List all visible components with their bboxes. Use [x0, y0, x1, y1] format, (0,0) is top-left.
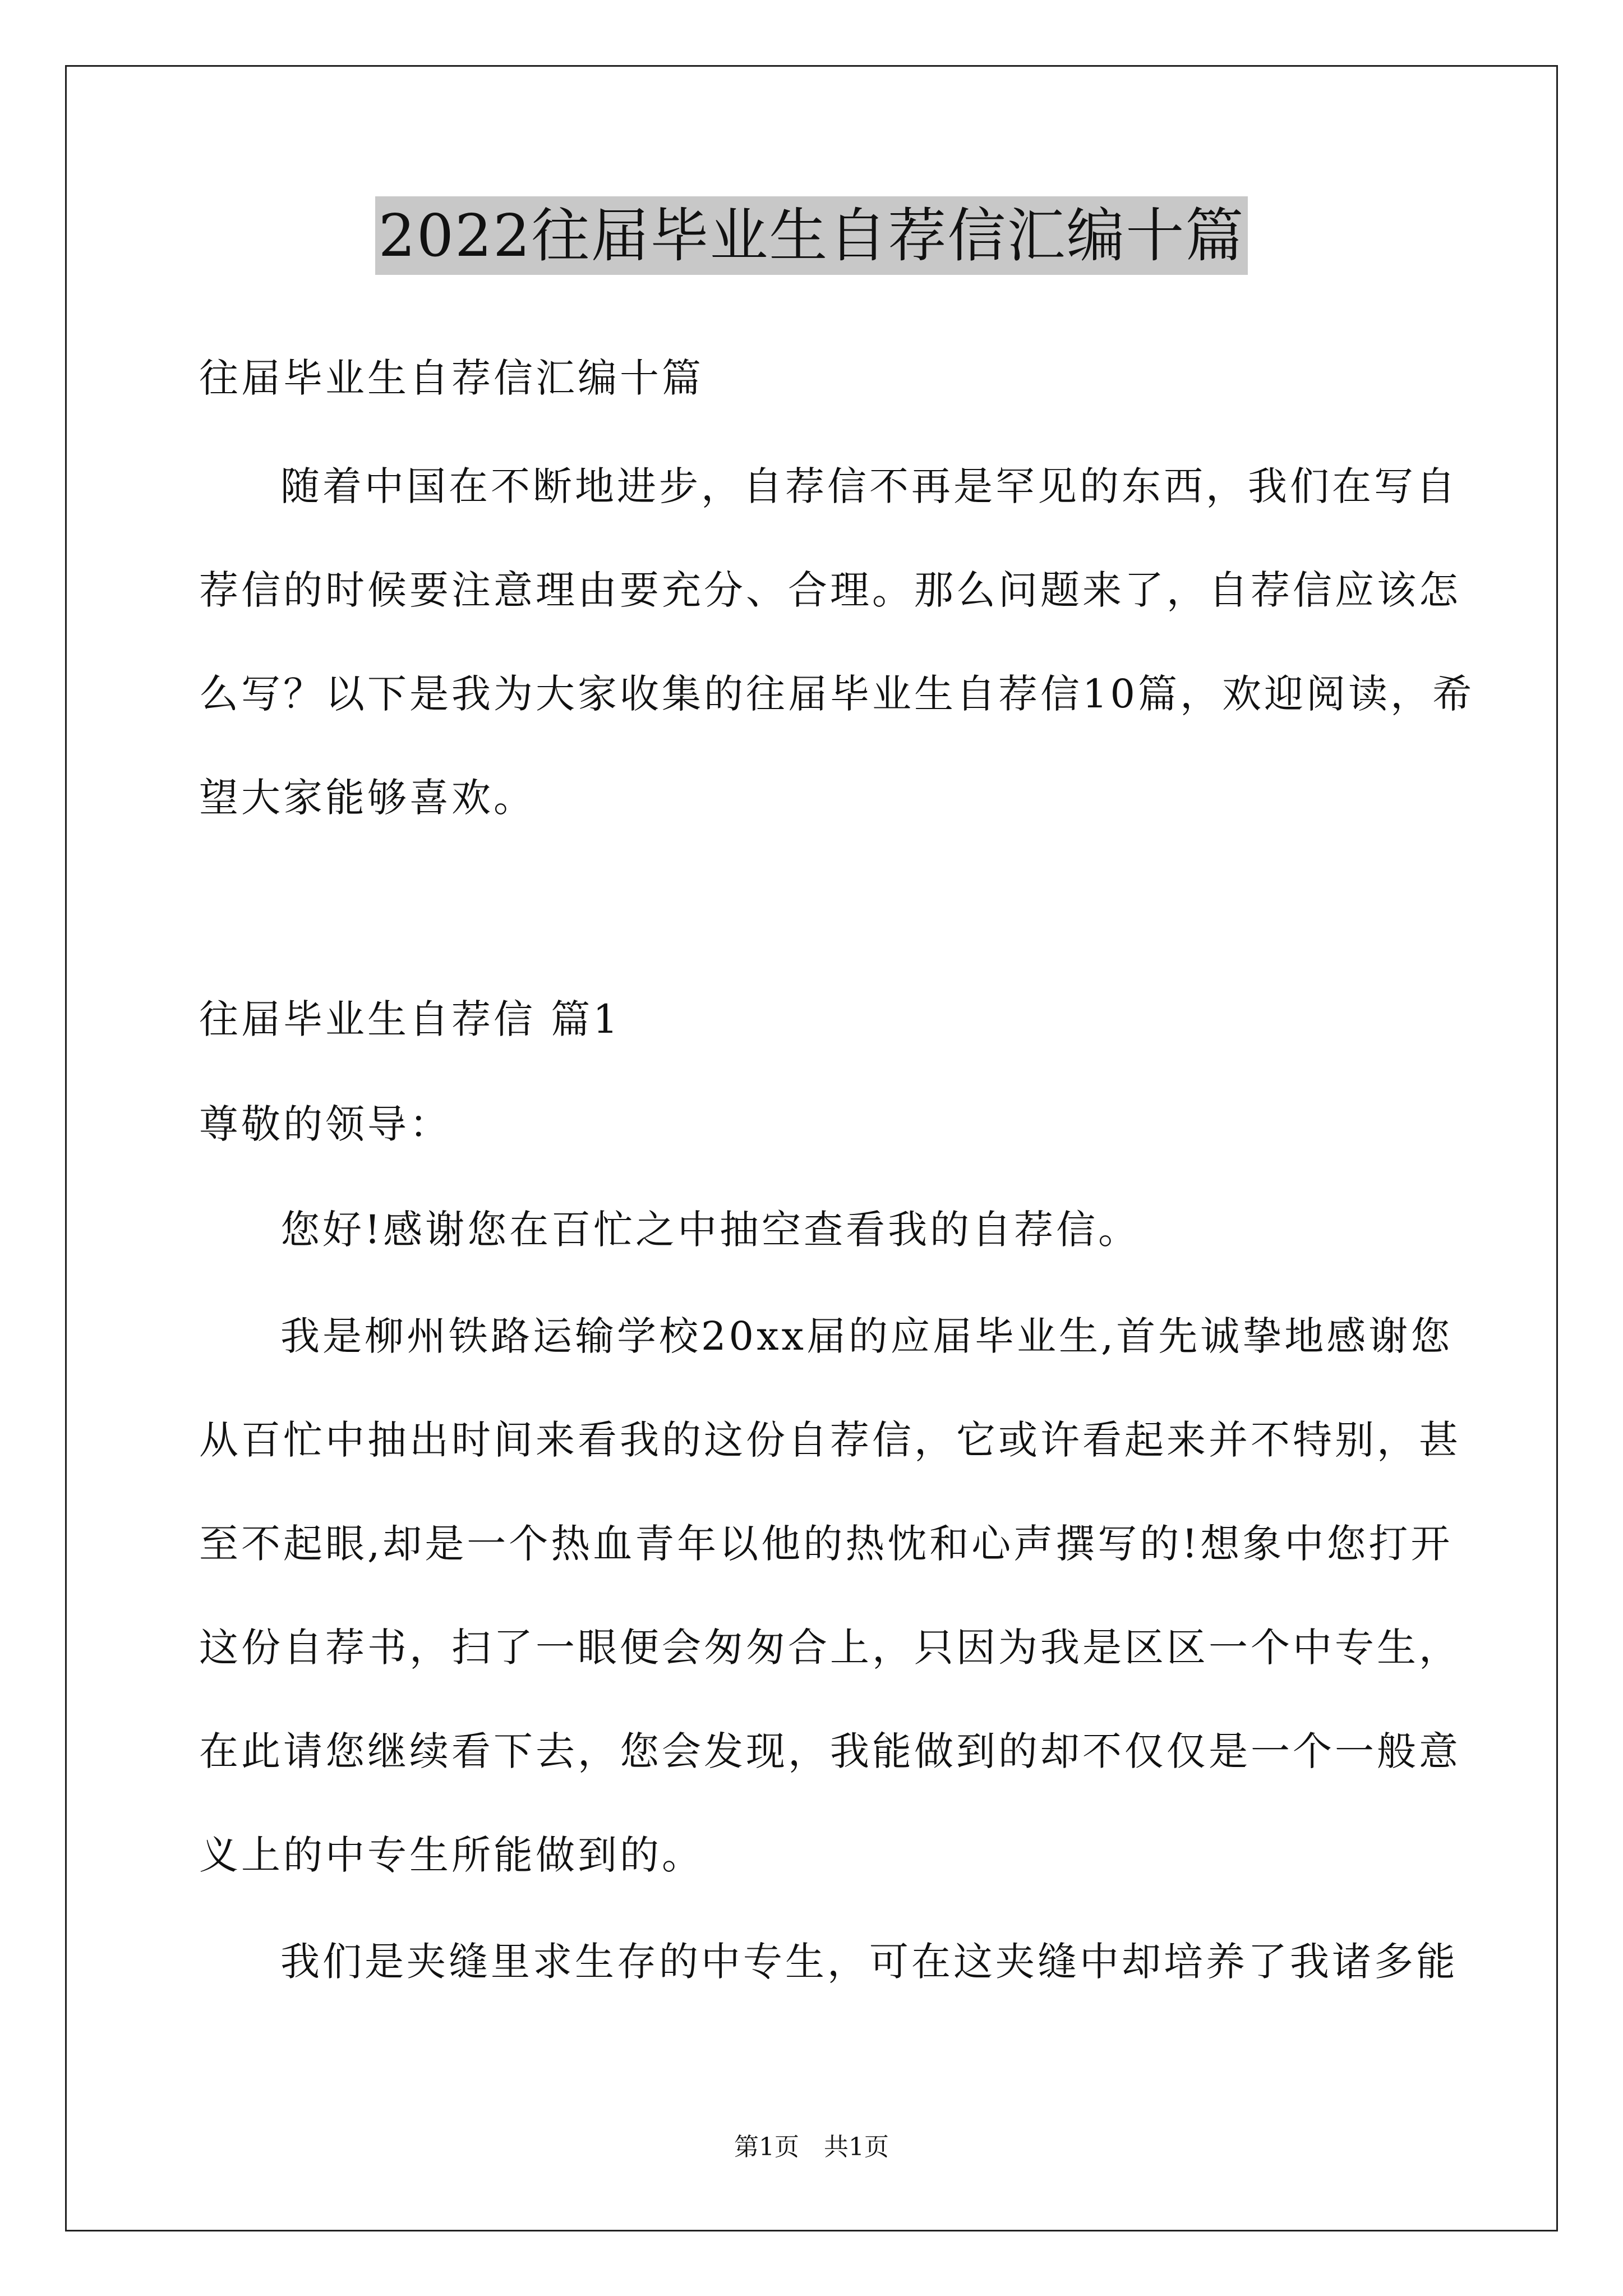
intro-line-2: 荐信的时候要注意理由要充分、合理。那么问题来了，自荐信应该怎 — [199, 567, 1461, 613]
intro-line-3: 么写？以下是我为大家收集的往届毕业生自荐信10篇，欢迎阅读，希 — [199, 671, 1475, 717]
salutation: 尊敬的领导： — [199, 1101, 451, 1147]
page-footer: 第1页 共1页 — [734, 2133, 889, 2161]
paragraph1-line-5: 在此请您继续看下去，您会发现，我能做到的却不仅仅是一个一般意 — [199, 1728, 1461, 1774]
paragraph1-line-6: 义上的中专生所能做到的。 — [199, 1832, 704, 1878]
paragraph1-line-1: 我是柳州铁路运输学校20xx届的应届毕业生,首先诚挚地感谢您 — [280, 1313, 1453, 1359]
paragraph1-line-3: 至不起眼,却是一个热血青年以他的热忱和心声撰写的!想象中您打开 — [199, 1521, 1453, 1567]
paragraph2-line-1: 我们是夹缝里求生存的中专生，可在这夹缝中却培养了我诸多能 — [280, 1939, 1458, 1985]
document-title: 2022往届毕业生自荐信汇编十篇 — [375, 196, 1248, 275]
title-container — [0, 196, 1623, 275]
intro-line-1: 随着中国在不断地进步，自荐信不再是罕见的东西，我们在写自 — [280, 463, 1458, 509]
paragraph1-line-4: 这份自荐书，扫了一眼便会匆匆合上，只因为我是区区一个中专生， — [199, 1625, 1461, 1671]
section-heading: 往届毕业生自荐信 篇1 — [199, 996, 621, 1042]
greeting-line: 您好!感谢您在百忙之中抽空查看我的自荐信。 — [280, 1207, 1141, 1253]
paragraph1-line-2: 从百忙中抽出时间来看我的这份自荐信，它或许看起来并不特别，甚 — [199, 1417, 1461, 1463]
document-subtitle: 往届毕业生自荐信汇编十篇 — [199, 355, 704, 401]
intro-line-4: 望大家能够喜欢。 — [199, 775, 536, 821]
